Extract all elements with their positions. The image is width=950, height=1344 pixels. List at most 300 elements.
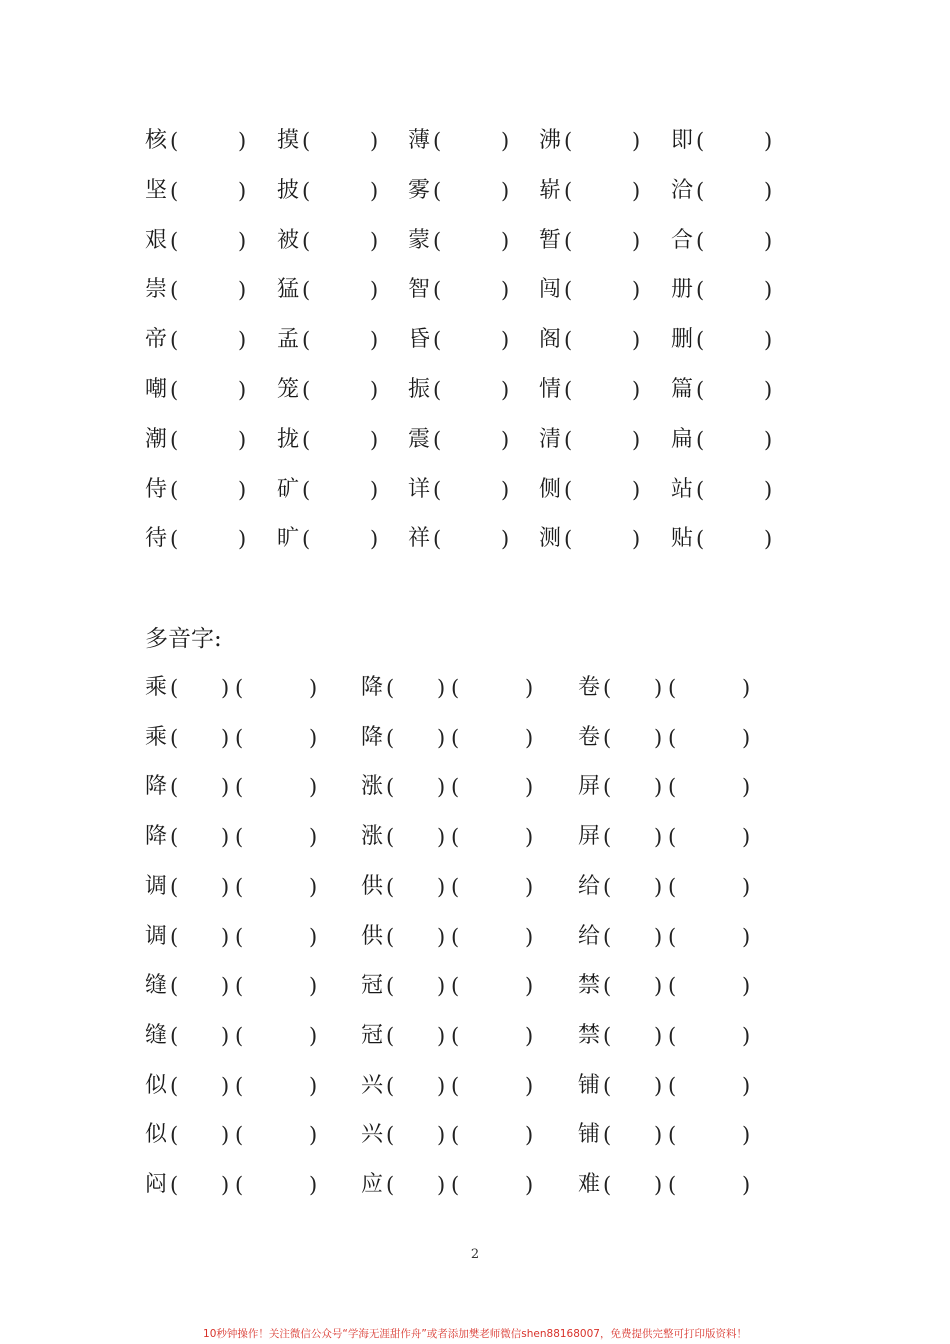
answer-blank-open: ( <box>170 378 179 402</box>
character: 侧 <box>539 477 562 502</box>
character: 降 <box>361 725 384 750</box>
answer-blank-2-close: ) <box>309 676 318 700</box>
character: 给 <box>578 874 601 899</box>
answer-blank-1-open: ( <box>170 825 179 849</box>
character: 昏 <box>408 327 431 352</box>
polyphonic-item <box>145 770 325 804</box>
polyphonic-item <box>145 1118 325 1152</box>
character-item <box>277 174 387 208</box>
answer-blank-open: ( <box>170 478 179 502</box>
character: 核 <box>145 128 168 153</box>
answer-blank-2-open: ( <box>451 825 460 849</box>
character: 降 <box>361 675 384 700</box>
character: 情 <box>539 377 562 402</box>
character: 待 <box>145 526 168 551</box>
answer-blank-open: ( <box>170 179 179 203</box>
polyphonic-item <box>361 920 541 954</box>
answer-blank-1-open: ( <box>170 676 179 700</box>
answer-blank-1-close: ) <box>437 974 446 998</box>
answer-blank-open: ( <box>302 378 311 402</box>
character-item <box>277 423 387 457</box>
character: 矿 <box>277 477 300 502</box>
character: 删 <box>671 327 694 352</box>
answer-blank-2-close: ) <box>742 1074 751 1098</box>
polyphonic-item <box>578 820 758 854</box>
character-item <box>145 224 255 258</box>
answer-blank-1-open: ( <box>386 974 395 998</box>
character-item <box>539 423 649 457</box>
answer-blank-1-close: ) <box>221 825 230 849</box>
character: 嘲 <box>145 377 168 402</box>
character: 似 <box>145 1073 168 1098</box>
polyphonic-item <box>578 721 758 755</box>
answer-blank-2-open: ( <box>235 1024 244 1048</box>
character-item <box>539 224 649 258</box>
polyphonic-item <box>361 1168 541 1202</box>
character: 摸 <box>277 128 300 153</box>
answer-blank-open: ( <box>433 278 442 302</box>
answer-blank-open: ( <box>564 478 573 502</box>
character-item <box>145 423 255 457</box>
answer-blank-1-open: ( <box>386 1173 395 1197</box>
answer-blank-2-open: ( <box>451 1024 460 1048</box>
character: 给 <box>578 924 601 949</box>
polyphonic-item <box>145 1019 325 1053</box>
answer-blank-2-open: ( <box>668 825 677 849</box>
answer-blank-2-open: ( <box>235 974 244 998</box>
character: 站 <box>671 477 694 502</box>
character: 阁 <box>539 327 562 352</box>
character-item <box>277 373 387 407</box>
answer-blank-1-open: ( <box>603 925 612 949</box>
answer-blank-1-open: ( <box>386 875 395 899</box>
answer-blank-open: ( <box>696 478 705 502</box>
character-item <box>539 473 649 507</box>
answer-blank-1-close: ) <box>221 726 230 750</box>
answer-blank-open: ( <box>302 527 311 551</box>
answer-blank-1-close: ) <box>221 974 230 998</box>
polyphonic-item <box>145 870 325 904</box>
answer-blank-1-close: ) <box>654 775 663 799</box>
character: 卷 <box>578 675 601 700</box>
polyphonic-item <box>361 1118 541 1152</box>
answer-blank-1-open: ( <box>386 825 395 849</box>
character: 帝 <box>145 327 168 352</box>
character: 即 <box>671 128 694 153</box>
answer-blank-2-close: ) <box>525 775 534 799</box>
answer-blank-close: ) <box>238 478 247 502</box>
answer-blank-close: ) <box>632 527 641 551</box>
character-item <box>145 273 255 307</box>
answer-blank-1-close: ) <box>654 1173 663 1197</box>
answer-blank-2-open: ( <box>451 775 460 799</box>
character: 暂 <box>539 228 562 253</box>
exercise-row <box>0 323 950 357</box>
character-item <box>671 323 781 357</box>
answer-blank-2-close: ) <box>525 925 534 949</box>
character: 铺 <box>578 1122 601 1147</box>
answer-blank-1-close: ) <box>654 825 663 849</box>
character: 篇 <box>671 377 694 402</box>
answer-blank-2-close: ) <box>309 1173 318 1197</box>
answer-blank-1-open: ( <box>386 676 395 700</box>
answer-blank-1-open: ( <box>603 676 612 700</box>
character: 缝 <box>145 1023 168 1048</box>
answer-blank-open: ( <box>170 328 179 352</box>
character-item <box>277 473 387 507</box>
character: 调 <box>145 874 168 899</box>
answer-blank-close: ) <box>501 129 510 153</box>
answer-blank-1-close: ) <box>221 1024 230 1048</box>
answer-blank-close: ) <box>238 328 247 352</box>
answer-blank-close: ) <box>370 129 379 153</box>
answer-blank-open: ( <box>433 229 442 253</box>
answer-blank-close: ) <box>632 278 641 302</box>
answer-blank-open: ( <box>302 328 311 352</box>
polyphonic-item <box>145 721 325 755</box>
character: 屏 <box>578 824 601 849</box>
answer-blank-2-close: ) <box>525 1123 534 1147</box>
polyphonic-row <box>0 1168 950 1202</box>
section-title-polyphonic: 多音字: <box>145 626 222 652</box>
character: 披 <box>277 178 300 203</box>
answer-blank-close: ) <box>501 527 510 551</box>
answer-blank-open: ( <box>433 378 442 402</box>
answer-blank-2-close: ) <box>309 875 318 899</box>
answer-blank-close: ) <box>632 328 641 352</box>
answer-blank-2-close: ) <box>309 1123 318 1147</box>
character: 潮 <box>145 427 168 452</box>
character-item <box>145 174 255 208</box>
answer-blank-2-close: ) <box>742 974 751 998</box>
answer-blank-2-open: ( <box>668 1173 677 1197</box>
character: 坚 <box>145 178 168 203</box>
answer-blank-1-close: ) <box>654 925 663 949</box>
answer-blank-close: ) <box>632 129 641 153</box>
answer-blank-1-close: ) <box>437 1024 446 1048</box>
answer-blank-1-open: ( <box>386 775 395 799</box>
answer-blank-close: ) <box>764 179 773 203</box>
answer-blank-2-open: ( <box>668 775 677 799</box>
answer-blank-close: ) <box>370 328 379 352</box>
character: 冠 <box>361 1023 384 1048</box>
answer-blank-open: ( <box>433 179 442 203</box>
character: 卷 <box>578 725 601 750</box>
answer-blank-open: ( <box>564 278 573 302</box>
answer-blank-close: ) <box>764 229 773 253</box>
answer-blank-close: ) <box>370 378 379 402</box>
answer-blank-2-close: ) <box>742 925 751 949</box>
character-item <box>145 473 255 507</box>
character-item <box>408 323 518 357</box>
answer-blank-1-open: ( <box>603 726 612 750</box>
answer-blank-open: ( <box>170 129 179 153</box>
character: 乘 <box>145 675 168 700</box>
polyphonic-item <box>361 820 541 854</box>
answer-blank-2-open: ( <box>668 875 677 899</box>
character: 兴 <box>361 1122 384 1147</box>
polyphonic-item <box>361 870 541 904</box>
answer-blank-close: ) <box>764 428 773 452</box>
polyphonic-item <box>145 969 325 1003</box>
answer-blank-1-open: ( <box>603 825 612 849</box>
character-item <box>408 522 518 556</box>
character-item <box>539 273 649 307</box>
exercise-row <box>0 224 950 258</box>
exercise-row <box>0 174 950 208</box>
answer-blank-open: ( <box>564 378 573 402</box>
character: 涨 <box>361 824 384 849</box>
answer-blank-2-open: ( <box>235 726 244 750</box>
answer-blank-2-open: ( <box>451 925 460 949</box>
polyphonic-row <box>0 671 950 705</box>
answer-blank-close: ) <box>501 428 510 452</box>
exercise-row <box>0 273 950 307</box>
character-item <box>145 323 255 357</box>
answer-blank-open: ( <box>170 229 179 253</box>
character: 祥 <box>408 526 431 551</box>
answer-blank-2-close: ) <box>742 676 751 700</box>
answer-blank-1-open: ( <box>386 1024 395 1048</box>
answer-blank-2-close: ) <box>525 875 534 899</box>
character-item <box>408 373 518 407</box>
polyphonic-item <box>578 770 758 804</box>
polyphonic-item <box>361 671 541 705</box>
polyphonic-item <box>361 770 541 804</box>
answer-blank-1-open: ( <box>386 1123 395 1147</box>
character: 笼 <box>277 377 300 402</box>
answer-blank-1-close: ) <box>221 1123 230 1147</box>
character: 难 <box>578 1172 601 1197</box>
answer-blank-open: ( <box>696 179 705 203</box>
answer-blank-2-open: ( <box>451 1074 460 1098</box>
character: 清 <box>539 427 562 452</box>
polyphonic-item <box>145 671 325 705</box>
answer-blank-close: ) <box>501 229 510 253</box>
answer-blank-close: ) <box>632 478 641 502</box>
answer-blank-close: ) <box>238 179 247 203</box>
answer-blank-2-close: ) <box>309 1074 318 1098</box>
answer-blank-1-open: ( <box>170 1024 179 1048</box>
answer-blank-2-close: ) <box>525 825 534 849</box>
answer-blank-1-open: ( <box>603 775 612 799</box>
answer-blank-close: ) <box>501 328 510 352</box>
character: 孟 <box>277 327 300 352</box>
answer-blank-2-close: ) <box>525 1173 534 1197</box>
answer-blank-1-open: ( <box>170 775 179 799</box>
polyphonic-item <box>145 1168 325 1202</box>
answer-blank-1-close: ) <box>654 676 663 700</box>
answer-blank-open: ( <box>696 229 705 253</box>
character-item <box>671 522 781 556</box>
answer-blank-2-close: ) <box>742 1123 751 1147</box>
character: 智 <box>408 277 431 302</box>
answer-blank-close: ) <box>764 129 773 153</box>
character: 乘 <box>145 725 168 750</box>
answer-blank-2-close: ) <box>309 825 318 849</box>
character: 震 <box>408 427 431 452</box>
answer-blank-close: ) <box>370 478 379 502</box>
answer-blank-2-open: ( <box>668 1123 677 1147</box>
character: 应 <box>361 1172 384 1197</box>
polyphonic-row <box>0 969 950 1003</box>
answer-blank-2-close: ) <box>525 726 534 750</box>
character: 禁 <box>578 973 601 998</box>
answer-blank-close: ) <box>238 378 247 402</box>
answer-blank-open: ( <box>696 328 705 352</box>
character: 测 <box>539 526 562 551</box>
answer-blank-open: ( <box>564 527 573 551</box>
answer-blank-close: ) <box>632 179 641 203</box>
polyphonic-item <box>578 671 758 705</box>
answer-blank-2-close: ) <box>742 1173 751 1197</box>
answer-blank-close: ) <box>370 428 379 452</box>
answer-blank-2-close: ) <box>309 925 318 949</box>
answer-blank-1-close: ) <box>437 775 446 799</box>
answer-blank-1-open: ( <box>603 974 612 998</box>
answer-blank-1-open: ( <box>603 1173 612 1197</box>
answer-blank-2-open: ( <box>235 925 244 949</box>
polyphonic-item <box>578 1118 758 1152</box>
character-item <box>145 124 255 158</box>
answer-blank-close: ) <box>238 229 247 253</box>
answer-blank-2-open: ( <box>668 726 677 750</box>
answer-blank-1-close: ) <box>221 1173 230 1197</box>
character: 洽 <box>671 178 694 203</box>
answer-blank-close: ) <box>370 179 379 203</box>
answer-blank-open: ( <box>170 527 179 551</box>
answer-blank-open: ( <box>302 129 311 153</box>
answer-blank-open: ( <box>302 278 311 302</box>
answer-blank-2-close: ) <box>309 726 318 750</box>
character-item <box>408 224 518 258</box>
character: 沸 <box>539 128 562 153</box>
answer-blank-close: ) <box>370 229 379 253</box>
character-item <box>671 224 781 258</box>
polyphonic-item <box>578 1019 758 1053</box>
answer-blank-close: ) <box>632 229 641 253</box>
answer-blank-2-open: ( <box>668 1074 677 1098</box>
character: 旷 <box>277 526 300 551</box>
answer-blank-close: ) <box>501 278 510 302</box>
answer-blank-2-open: ( <box>451 974 460 998</box>
answer-blank-close: ) <box>238 129 247 153</box>
character: 铺 <box>578 1073 601 1098</box>
answer-blank-1-close: ) <box>437 825 446 849</box>
answer-blank-open: ( <box>302 229 311 253</box>
character: 崇 <box>145 277 168 302</box>
answer-blank-2-close: ) <box>525 1024 534 1048</box>
exercise-row <box>0 373 950 407</box>
polyphonic-item <box>145 1069 325 1103</box>
character: 降 <box>145 824 168 849</box>
answer-blank-close: ) <box>632 428 641 452</box>
answer-blank-open: ( <box>170 278 179 302</box>
answer-blank-open: ( <box>564 229 573 253</box>
character-item <box>277 124 387 158</box>
answer-blank-2-open: ( <box>668 676 677 700</box>
answer-blank-1-close: ) <box>221 1074 230 1098</box>
character-item <box>671 373 781 407</box>
answer-blank-close: ) <box>370 278 379 302</box>
polyphonic-row <box>0 1019 950 1053</box>
polyphonic-item <box>578 969 758 1003</box>
exercise-row <box>0 473 950 507</box>
answer-blank-2-open: ( <box>668 1024 677 1048</box>
character-item <box>145 522 255 556</box>
answer-blank-1-close: ) <box>221 925 230 949</box>
character: 册 <box>671 277 694 302</box>
character-item <box>539 174 649 208</box>
answer-blank-close: ) <box>764 527 773 551</box>
answer-blank-1-close: ) <box>654 1074 663 1098</box>
page-number: 2 <box>470 1247 480 1262</box>
answer-blank-close: ) <box>764 478 773 502</box>
character: 冠 <box>361 973 384 998</box>
answer-blank-1-close: ) <box>654 726 663 750</box>
character-item <box>408 174 518 208</box>
polyphonic-row <box>0 870 950 904</box>
character: 猛 <box>277 277 300 302</box>
answer-blank-1-open: ( <box>386 925 395 949</box>
character-item <box>408 124 518 158</box>
answer-blank-2-close: ) <box>525 974 534 998</box>
answer-blank-open: ( <box>696 378 705 402</box>
character-item <box>277 273 387 307</box>
answer-blank-open: ( <box>433 328 442 352</box>
answer-blank-close: ) <box>238 527 247 551</box>
answer-blank-open: ( <box>433 428 442 452</box>
polyphonic-row <box>0 820 950 854</box>
answer-blank-1-open: ( <box>603 1074 612 1098</box>
character-item <box>277 522 387 556</box>
character-item <box>539 323 649 357</box>
character: 缝 <box>145 973 168 998</box>
polyphonic-row <box>0 920 950 954</box>
answer-blank-close: ) <box>764 328 773 352</box>
answer-blank-close: ) <box>501 179 510 203</box>
answer-blank-1-close: ) <box>437 1123 446 1147</box>
character: 被 <box>277 228 300 253</box>
answer-blank-1-open: ( <box>386 726 395 750</box>
answer-blank-2-open: ( <box>451 726 460 750</box>
answer-blank-2-open: ( <box>451 676 460 700</box>
polyphonic-item <box>145 920 325 954</box>
polyphonic-item <box>145 820 325 854</box>
polyphonic-item <box>578 920 758 954</box>
answer-blank-open: ( <box>433 478 442 502</box>
character: 贴 <box>671 526 694 551</box>
answer-blank-open: ( <box>696 129 705 153</box>
answer-blank-2-close: ) <box>525 1074 534 1098</box>
answer-blank-open: ( <box>302 179 311 203</box>
character-item <box>539 373 649 407</box>
answer-blank-2-close: ) <box>309 1024 318 1048</box>
answer-blank-close: ) <box>501 478 510 502</box>
answer-blank-2-close: ) <box>742 1024 751 1048</box>
answer-blank-2-open: ( <box>668 974 677 998</box>
answer-blank-open: ( <box>564 328 573 352</box>
answer-blank-open: ( <box>170 428 179 452</box>
answer-blank-open: ( <box>696 428 705 452</box>
answer-blank-1-close: ) <box>437 1074 446 1098</box>
answer-blank-1-close: ) <box>437 1173 446 1197</box>
answer-blank-2-close: ) <box>309 775 318 799</box>
exercise-row <box>0 522 950 556</box>
answer-blank-1-close: ) <box>654 1024 663 1048</box>
polyphonic-item <box>361 1019 541 1053</box>
character: 合 <box>671 228 694 253</box>
